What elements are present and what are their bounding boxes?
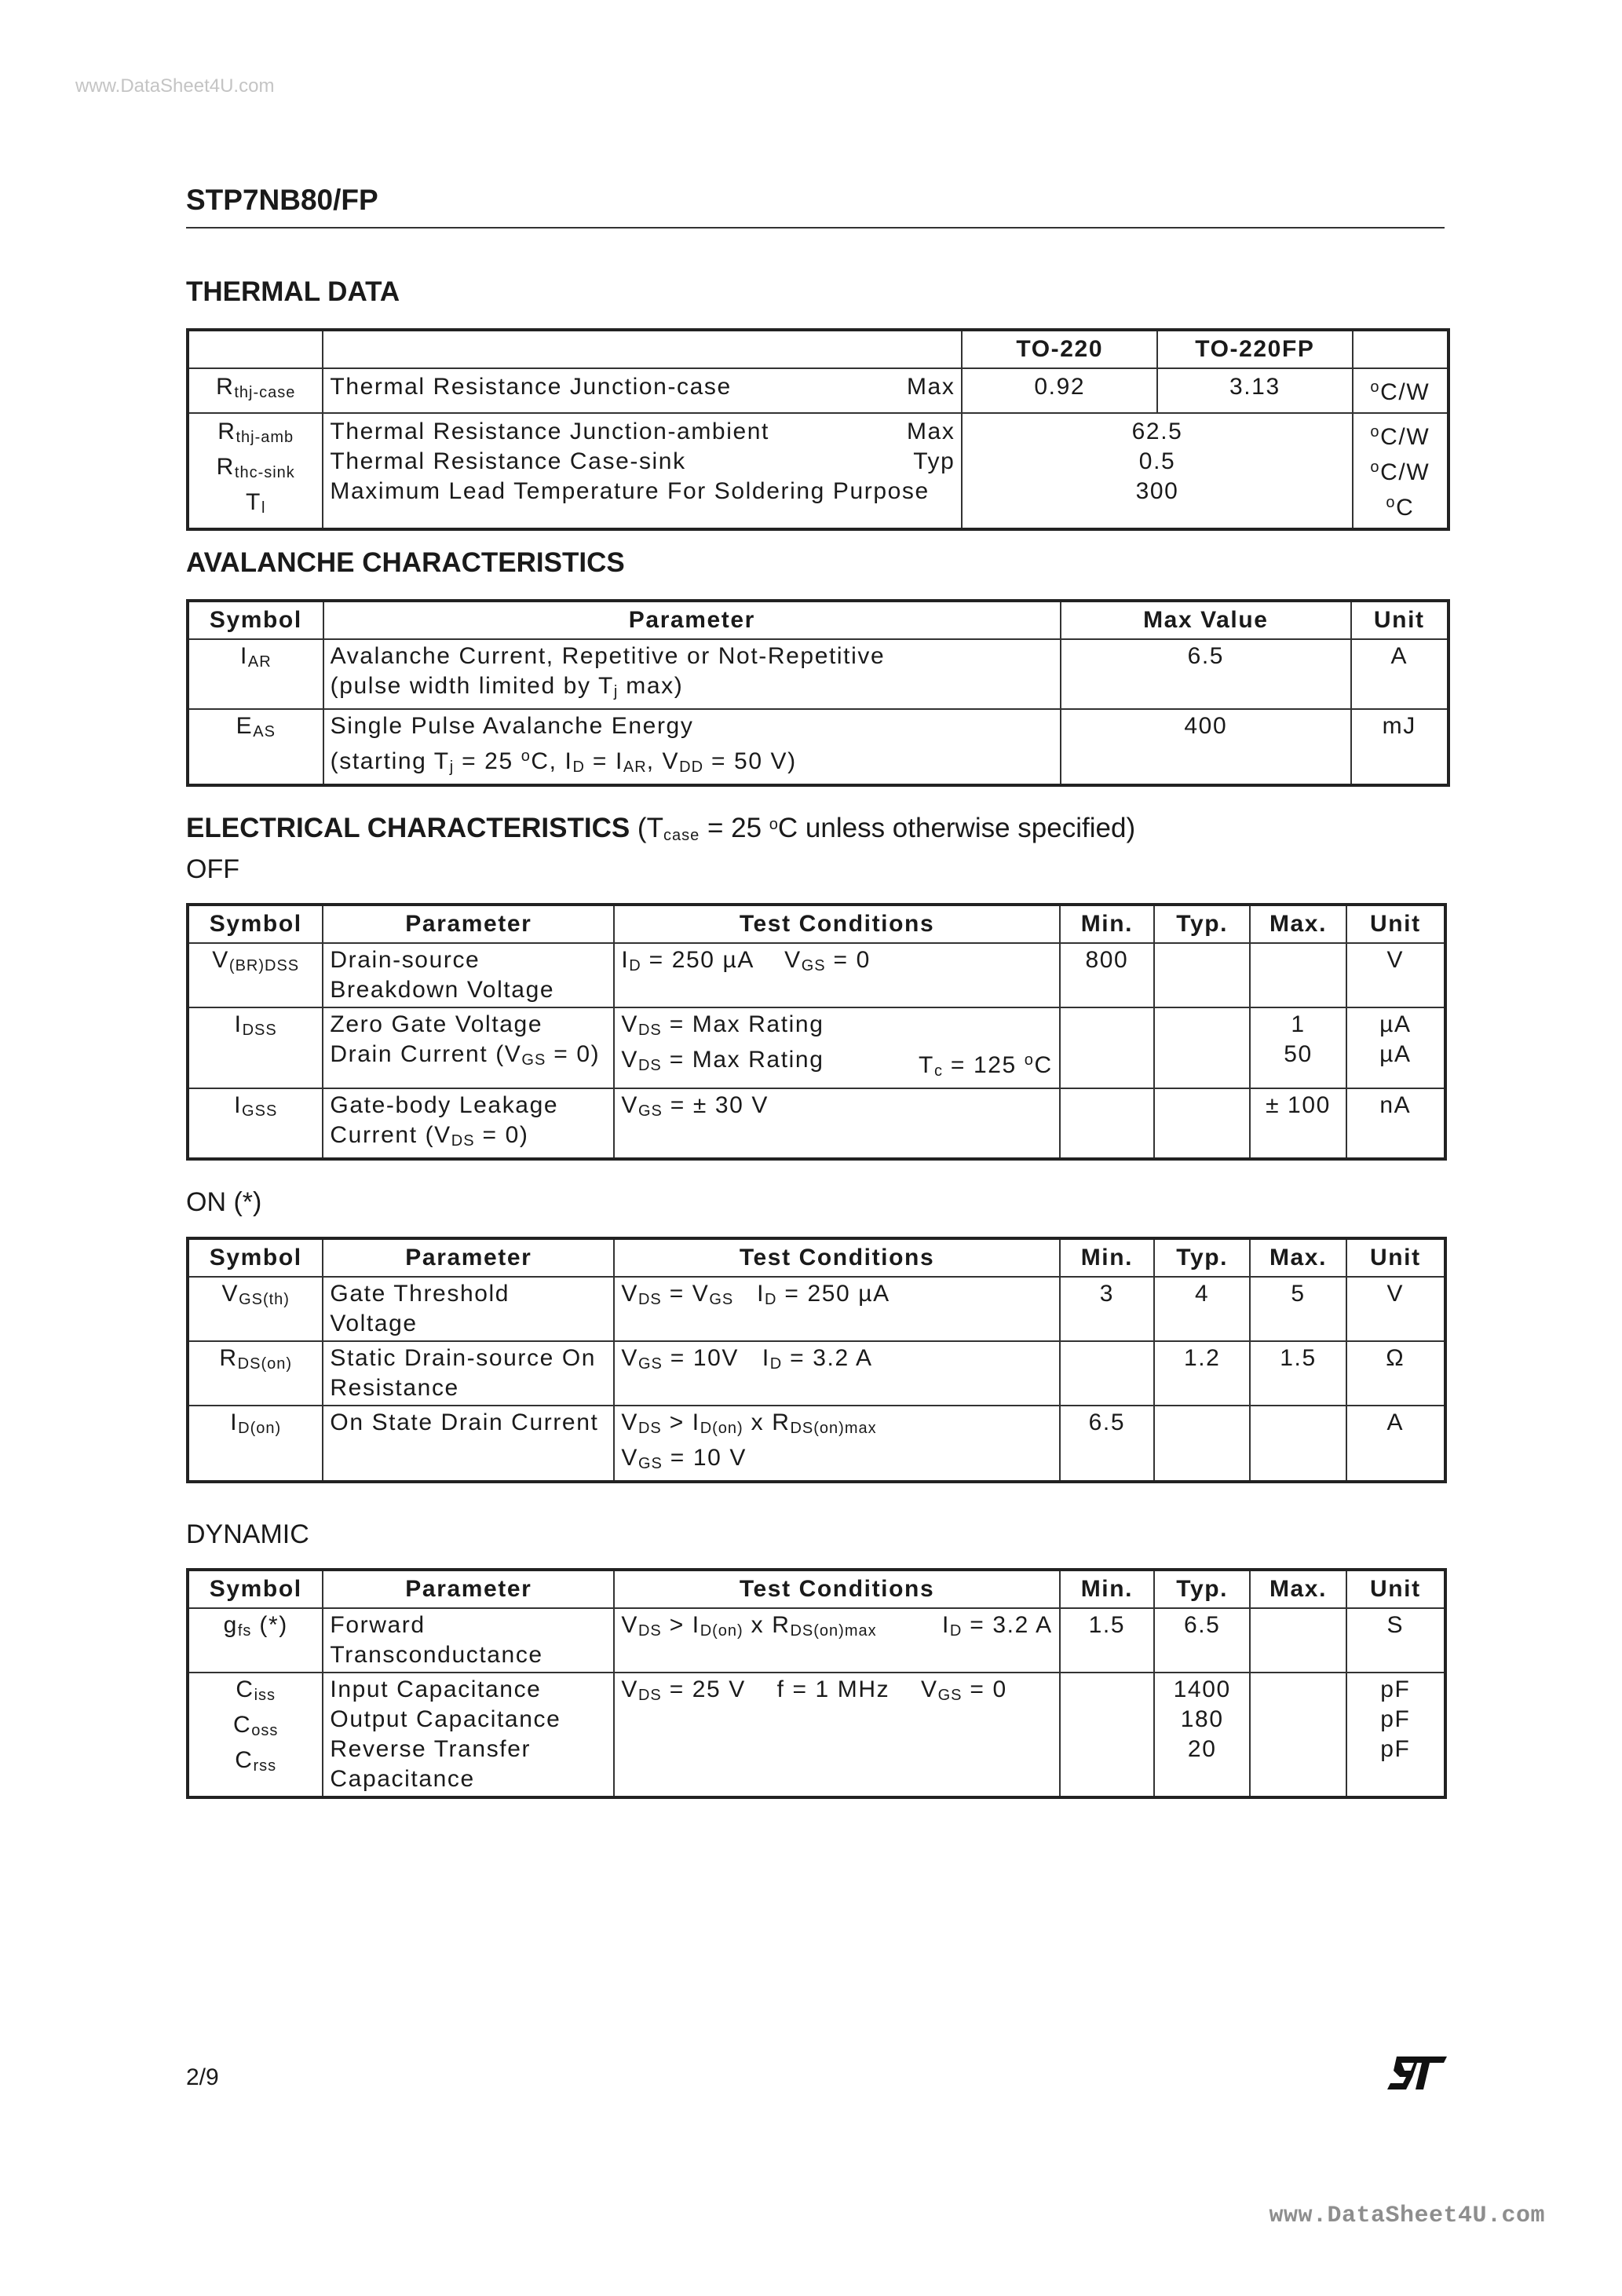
table-row: $V_{GS(th)}$ Gate Threshold Voltage $V_{DS} = V_{GS}$ $I_D = 250$ µA 3 4 5 V: [188, 1277, 1445, 1341]
table-row: $V_{(BR)DSS}$ Drain-source Breakdown Voltage $I_D = 250$ µA $V_{GS} = 0$ 800 V: [188, 943, 1445, 1007]
unit-cell: $^o$C/W $^o$C/W $^o$C: [1353, 413, 1448, 529]
table-row: $g_{fs}$ (*) Forward Transconductance $V_{DS} > I_{D(on)}$ x $R_{DS(on)max}$ $I_D = 3.2$ A 1.5 6.5 S: [188, 1608, 1445, 1673]
symbol-cell: $R_{thj-amb}$ $R_{thc-sink}$ $T_l$: [188, 413, 323, 529]
symbol-cell: $R_{thj-case}$: [188, 368, 323, 413]
table-row: $I_{GSS}$ Gate-body Leakage Current $(V_{DS} = 0)$ $V_{GS}$ = ± 30 V ± 100 nA: [188, 1088, 1445, 1159]
avalanche-heading: AVALANCHE CHARACTERISTICS: [186, 547, 625, 578]
header-to220fp: TO-220FP: [1157, 330, 1353, 368]
title-divider: [186, 227, 1445, 229]
table-row: $E_{AS}$ Single Pulse Avalanche Energy (starting $T_j = 25$ $^o$C, $I_D = I_{AR}$, $V_{DD} = 50$ V) 400 mJ: [188, 709, 1448, 785]
watermark-bottom: www.DataSheet4U.com: [1269, 2203, 1545, 2229]
value-cell: 62.5 0.5 300: [962, 413, 1352, 529]
table-row: $R_{thj-amb}$ $R_{thc-sink}$ $T_l$ Thermal Resistance Junction-ambient Max Thermal Resistance Case-sink Typ Maximum Lead Temperature For Soldering Purpose 62.5 0.5 300 $^o$C/W $^o$C/W $^o$C: [188, 413, 1448, 529]
off-subheading: OFF: [186, 854, 239, 884]
table-row: $I_{AR}$ Avalanche Current, Repetitive or Not-Repetitive (pulse width limited by $T_j$ max) 6.5 A: [188, 639, 1448, 709]
table-row: $R_{thj-case}$ Thermal Resistance Junction-case Max 0.92 3.13 $^o$C/W: [188, 368, 1448, 413]
page-number: 2/9: [186, 2064, 219, 2090]
value-cell: 0.92: [962, 368, 1157, 413]
document-title: STP7NB80/FP: [186, 184, 378, 216]
avalanche-table: Symbol Parameter Max Value Unit $I_{AR}$ Avalanche Current, Repetitive or Not-Repetitive (pulse width limited by $T_j$ max) 6.5 A $E_{AS}$ Single Pulse Avalanche Energy (starting $T_j = 25$ $^o$C, $I_D = I_{AR}$, $V_{DD} = 50$ V) 400 mJ: [186, 599, 1450, 787]
table-row: $I_{D(on)}$ On State Drain Current $V_{DS} > I_{D(on)}$ x $R_{DS(on)max}$ $V_{GS} = 10$ V 6.5 A: [188, 1406, 1445, 1482]
unit-cell: $^o$C/W: [1353, 368, 1448, 413]
thermal-data-table: [186, 328, 1450, 531]
thermal-data-heading: THERMAL DATA: [186, 276, 400, 307]
dynamic-subheading: DYNAMIC: [186, 1519, 309, 1549]
table-row: $R_{DS(on)}$ Static Drain-source On Resistance $V_{GS} = 10V$ $I_D = 3.2$ A 1.2 1.5 Ω: [188, 1341, 1445, 1406]
header-to220: TO-220: [962, 330, 1157, 368]
off-table: Symbol Parameter Test Conditions Min. Typ. Max. Unit $V_{(BR)DSS}$ Drain-source Breakdown Voltage $I_D = 250$ µA $V_{GS} = 0$ 800 V $I_{DSS}$ Zero Gate Voltage Drain Current $(V_{GS} = 0)$ $V_{DS}$ = Max Rating $V_{DS}$ = Max Rating $T_c = 125$ $^o$C 1 50 µA µA $I_{GSS}$ Gate-body Leakage Current $(V_{DS} = 0)$ $V_{GS}$ = ± 30 V ± 100 nA: [186, 903, 1447, 1161]
dynamic-table: Symbol Parameter Test Conditions Min. Typ. Max. Unit $g_{fs}$ (*) Forward Transconductance $V_{DS} > I_{D(on)}$ x $R_{DS(on)max}$ $I_D = 3.2$ A 1.5 6.5 S $C_{iss}$ $C_{oss}$ $C_{rss}$ Input Capacitance Output Capacitance Reverse Transfer Capacitance $V_{DS} = 25$ V f = 1 MHz $V_{GS} = 0$ 1400 180 20 pF pF pF: [186, 1568, 1447, 1799]
table-row: $C_{iss}$ $C_{oss}$ $C_{rss}$ Input Capacitance Output Capacitance Reverse Transfer Capacitance $V_{DS} = 25$ V f = 1 MHz $V_{GS} = 0$ 1400 180 20 pF pF pF: [188, 1673, 1445, 1797]
on-subheading: ON (*): [186, 1187, 262, 1217]
parameter-text: Thermal Resistance Junction-case: [330, 374, 732, 400]
st-logo-icon: [1386, 2055, 1448, 2091]
on-table: Symbol Parameter Test Conditions Min. Typ. Max. Unit $V_{GS(th)}$ Gate Threshold Voltage $V_{DS} = V_{GS}$ $I_D = 250$ µA 3 4 5 V $R_{DS(on)}$ Static Drain-source On Resistance $V_{GS} = 10V$ $I_D = 3.2$ A 1.2 1.5 Ω $I_{D(on)}$ On State Drain Current $V_{DS} > I_{D(on)}$ x $R_{DS(on)max}$ $V_{GS} = 10$ V 6.5 A: [186, 1237, 1447, 1483]
electrical-heading: ELECTRICAL CHARACTERISTICS ($T_{case} = 25$ $^o$C unless otherwise specified): [186, 813, 1136, 844]
table-row: $I_{DSS}$ Zero Gate Voltage Drain Current $(V_{GS} = 0)$ $V_{DS}$ = Max Rating $V_{DS}$ = Max Rating $T_c = 125$ $^o$C 1 50 µA µA: [188, 1007, 1445, 1088]
watermark-top: www.DataSheet4U.com: [75, 75, 275, 97]
value-cell: 3.13: [1157, 368, 1353, 413]
